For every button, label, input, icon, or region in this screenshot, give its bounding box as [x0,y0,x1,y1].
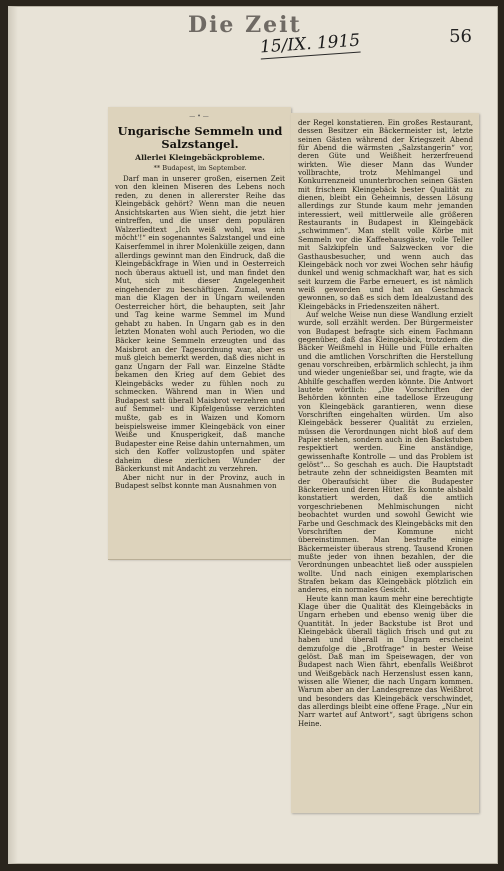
article-headline: Ungarische Semmeln und Salzstangel. [117,123,283,151]
article-column-right [291,113,479,728]
newspaper-masthead: Die Zeit [188,12,302,38]
article-dateline: ** Budapest, im September. [153,164,247,173]
article-paragraph: Heute kann man kaum mehr eine berechtigte Klage über die Qualität des Kleingebäcks in Ungarn erheben und ebenso wenig über die Quantität. In jeder Backstube ist Brot und Kleingebäck überall täglich frisch und gut zu haben und überall in Ungarn erscheint demzufolge die „Brotfrage“ in bester Weise gelöst. Daß man im Speisewagen, der von Budapest nach Wien fährt, ebenfalls Weißbrot und Weißgebäck nach Herzenslust essen kann, wissen alle Wiener, die nach Ungarn kommen. Warum aber an der Landesgrenze das Weißbrot und besonders das Kleingebäck verschwindet, das allerdings bleibt eine offene Frage. „Nur ein Narr wartet auf Antwort“, sagt übrigens schon Heine. [298,593,473,728]
article-paragraph: Darf man in unserer großen, eisernen Zeit von den kleinen Miseren des Lebens noch reden, zu denen in allererster Reihe das Kleingebäck gehört? Wenn man die neuen Ansichtskarten aus Wien sieht, die jetzt hier eintreffen, und die unser dem populären Walzerliedtext „Ich weiß wohl, was ich möcht'!“ ein sogenanntes Salzstangel und eine Kaiserfemmel in ihrer Molenkülle zeigen, dann allerdings gewinnt man den Eindruck, daß die Kleingebäckfrage in Wien und in Oesterreich noch überaus aktuell ist, und man findet den Mut, sich mit dieser Angelegenheit eingehender zu beschäftigen. Zumal, wenn man die Klagen der in Ungarn weilenden Oesterreicher hört, die behaupten, seit Jahr und Tag keine warme Semmel im Mund gehabt zu haben. In Ungarn gab es in den letzten Monaten wohl auch Perioden, wo die Bäcker keine Semmeln erzeugten und das Maisbrot an der Tagesordnung war, aber es muß gleich bemerkt werden, daß dies nicht in ganz Ungarn der Fall war. Einzelne Städte bekamen den Krieg auf dem Gebiet des Kleingebäcks weder zu fühlen noch zu schmecken. Während man in Wien und Budapest satt überall Maisbrot verzehren und auf Semmel- und Kipfelgenüsse verzichten mußte, gab es in Waizen und Komorn beispielsweise immer Kleingebäck von einer Weiße und Knusperigkeit, daß manche Budapester eine Reise dahin unternahmen, um sich den Koffer vollzustopfen und später daheim diese zierlichen Wunder der Bäckerkunst mit Andacht zu verzehren. [115,173,285,474]
article-paragraph: Aber nicht nur in der Provinz, auch in Budapest selbst konnte man Ausnahmen von [115,472,285,491]
article-subheadline: Allerlei Kleingebäckprobleme. [135,152,265,162]
clipping-column-right [291,113,479,813]
article-paragraph: der Regel konstatieren. Ein großes Restaurant, dessen Besitzer ein Bäckermeister ist, letzte seinen Gästen während der Kriegszeit Abend für Abend die wärmsten „Salzstangerin“ vor, deren Güte und Weißheit herzerfreuend wirkten. Wie dieser Mann das Wunder vollbrachte, trotz Mehlmangel und Konkurrenzneid ununterbrochen seinen Gästen mit frischem Kleingebäck bester Qualität zu dienen, bleibt ein Geheimnis, dessen Lösung allerdings zur Stunde kaum mehr jemanden interessiert, weil mittlerweile alle größeren Restaurants in Budapest in Kleingebäck „schwimmen“. Man stellt volle Körbe mit Semmeln vor die Kaffeehausgäste, volle Teller mit Salzkipfeln und Salzwecken vor die Gasthausbesucher, und wenn auch das Kleingebäck noch vor zwei Wochen sehr häufig dunkel und wenig schmackhaft war, hat es sich seit kurzem die Farbe erneuert, es ist nämlich weiß geworden und hat an Geschmack gewonnen, so daß es sich dem Idealzustand des Kleingebäcks in Friedenszeiten nähert. [298,118,473,311]
article-paragraph: Auf welche Weise nun diese Wandlung erzielt wurde, soll erzählt werden. Der Bürgermeister von Budapest befragte sich einem Fachmann gegenüber, daß das Kleingebäck, trotzdem die Bäcker Weißmehl in Hülle und Fülle erhalten und die amtlichen Vorschriften die Herstellung genau vorschreiben, erbärmlich schlecht, ja ihm und wieder ungenießbar sei, und fragte, wie da Abhilfe geschaffen werden könnte. Die Antwort lautete wörtlich: „Die Vorschriften der Behörden könnten eine tadellose Erzeugung von Kleingebäck garantieren, wenn diese Vorschriften eingehalten würden. Um also Kleingebäck besserer Qualität zu erzielen, müssen die Verordnungen nicht bloß auf dem Papier stehen, sondern auch in den Backstuben respektiert werden. Eine anständige, gewissenhafte Kontrolle — und das Problem ist gelöst“... So geschah es auch. Die Hauptstadt betraute zehn der schneidigsten Beamten mit der Oberaufsicht über die Budapester Bäckereien und deren Hüter. Es konnte alsbald konstatiert werden, daß die amtlich vorgeschriebenen Mehlmischungen nicht beobachtet wurden und sowohl Gewicht wie Farbe und Geschmack des Kleingebäcks mit den Vorschriften der Kommune nicht übereinstimmen. Man bestrafte einige Bäckermeister überaus streng. Tausend Kronen mußte jeder von ihnen bezahlen, der die Verordnungen unbeachtet ließ oder ausspielen wollte. Und nach einigen exemplarischen Strafen bekam das Kleingebäck plötzlich ein anderes, ein normales Gesicht. [298,309,473,595]
handwritten-date: 15/IX. 1915 [259,30,361,58]
clipping-column-left [108,107,291,559]
page-number: 56 [449,26,472,47]
clipping-cut-edge [108,559,291,560]
article-column-left [108,107,291,491]
sheet-edge-shadow [8,6,18,864]
section-divider: —•— [189,113,211,120]
